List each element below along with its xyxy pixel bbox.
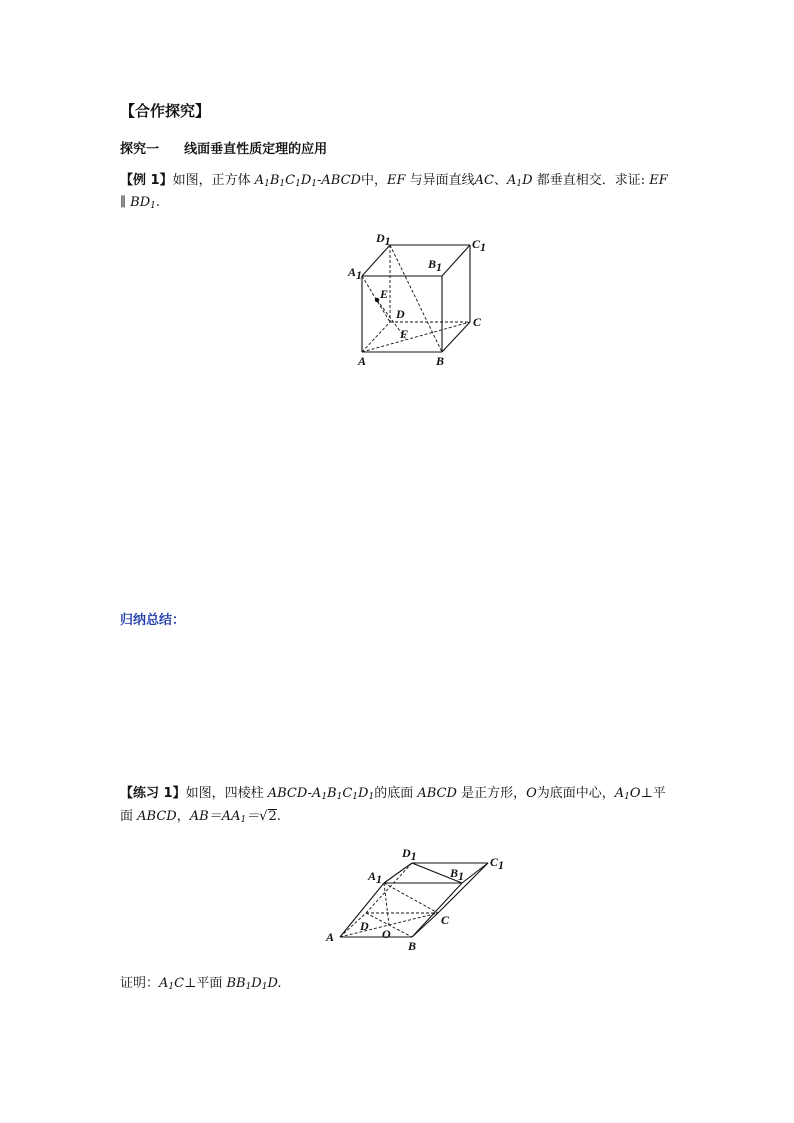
exercise1-line2-start: 面 <box>120 809 134 824</box>
label-c1: C1 <box>472 237 487 254</box>
label-d1: D1 <box>376 231 391 248</box>
example1-text <box>120 172 680 193</box>
example1-intro: 如图，正方体 <box>172 173 251 188</box>
inquiry-title: 线面垂直性质定理的应用 <box>184 142 328 157</box>
label-d1-2: D1 <box>402 846 417 863</box>
exercise1-end: . <box>276 809 281 824</box>
exercise1-tag: 【练习 1】 <box>120 786 186 801</box>
example1-claim: EF <box>649 173 668 188</box>
example1-ac: AC <box>474 173 494 188</box>
example1-mid3: 都垂直相交．求证: <box>536 173 646 188</box>
label-o-2: O <box>382 927 391 941</box>
example1-claim-line2: ∥ $BD_1$. <box>120 195 160 211</box>
proof-line: 证明：$A_1C\perp$平面 $BB_1D_1D$. <box>120 976 282 992</box>
label-c-2: C <box>441 913 450 927</box>
exercise1-mid1: 的底面 <box>374 786 414 801</box>
label-c: C <box>473 315 482 329</box>
cube-figure <box>330 228 500 373</box>
label-d-2: D <box>360 919 369 933</box>
exercise1-solid: ABCD-$A_1B_1C_1D_1$ <box>267 786 375 802</box>
exercise1-line1 <box>120 785 666 806</box>
label-b1-2: B1 <box>450 866 465 883</box>
label-b: B <box>436 354 445 368</box>
sqrt-icon: √ <box>259 809 268 824</box>
label-f: F <box>400 327 409 341</box>
exercise1-sqrt-value: 2 <box>268 809 277 824</box>
exercise1-mid3: 为底面中心， <box>536 786 615 801</box>
exercise1-perp: ⊥平 <box>640 786 666 801</box>
inquiry-heading <box>120 138 327 157</box>
exercise1-intro: 如图，四棱柱 <box>185 786 264 801</box>
example1-tag: 【例 1】 <box>120 173 173 188</box>
label-a: A <box>358 354 367 368</box>
label-b-2: B <box>408 939 417 953</box>
label-c1-2: C1 <box>490 855 505 872</box>
example1-sep: 、 <box>494 173 508 188</box>
example1-ef: EF <box>386 173 406 188</box>
exercise1-comma: ， <box>176 809 190 824</box>
example1-solid: $A_1B_1C_1D_1$-ABCD <box>254 173 361 189</box>
proof-label: 证明： <box>120 976 160 991</box>
example1-mid1: 中， <box>360 173 387 188</box>
label-a-2: A <box>326 930 335 944</box>
inquiry-label: 探究一 <box>120 142 160 157</box>
label-a1: A1 <box>348 265 363 282</box>
prism-figure <box>320 840 520 955</box>
exercise1-eq: $AB=AA_1=$ <box>189 809 260 825</box>
summary-label: 归纳总结： <box>120 613 186 628</box>
label-b1: B1 <box>428 257 443 274</box>
example1-a1d: $A_1D$ <box>507 173 533 189</box>
exercise1-o: O <box>526 786 537 801</box>
exercise1-plane: ABCD <box>137 809 177 824</box>
section-title: 【合作探究】 <box>120 102 211 120</box>
exercise1-line2 <box>120 808 281 829</box>
exercise1-mid2: 是正方形， <box>461 786 527 801</box>
exercise1-base: ABCD <box>417 786 457 801</box>
proof-statement: $A_1C$ <box>159 976 185 992</box>
exercise1-a1o: $A_1O$ <box>614 786 641 802</box>
example1-mid2: 与异面直线 <box>409 173 475 188</box>
point-e-dot <box>375 298 379 302</box>
label-a1-2: A1 <box>368 869 383 886</box>
label-d: D <box>396 307 405 321</box>
label-e: E <box>380 287 389 301</box>
